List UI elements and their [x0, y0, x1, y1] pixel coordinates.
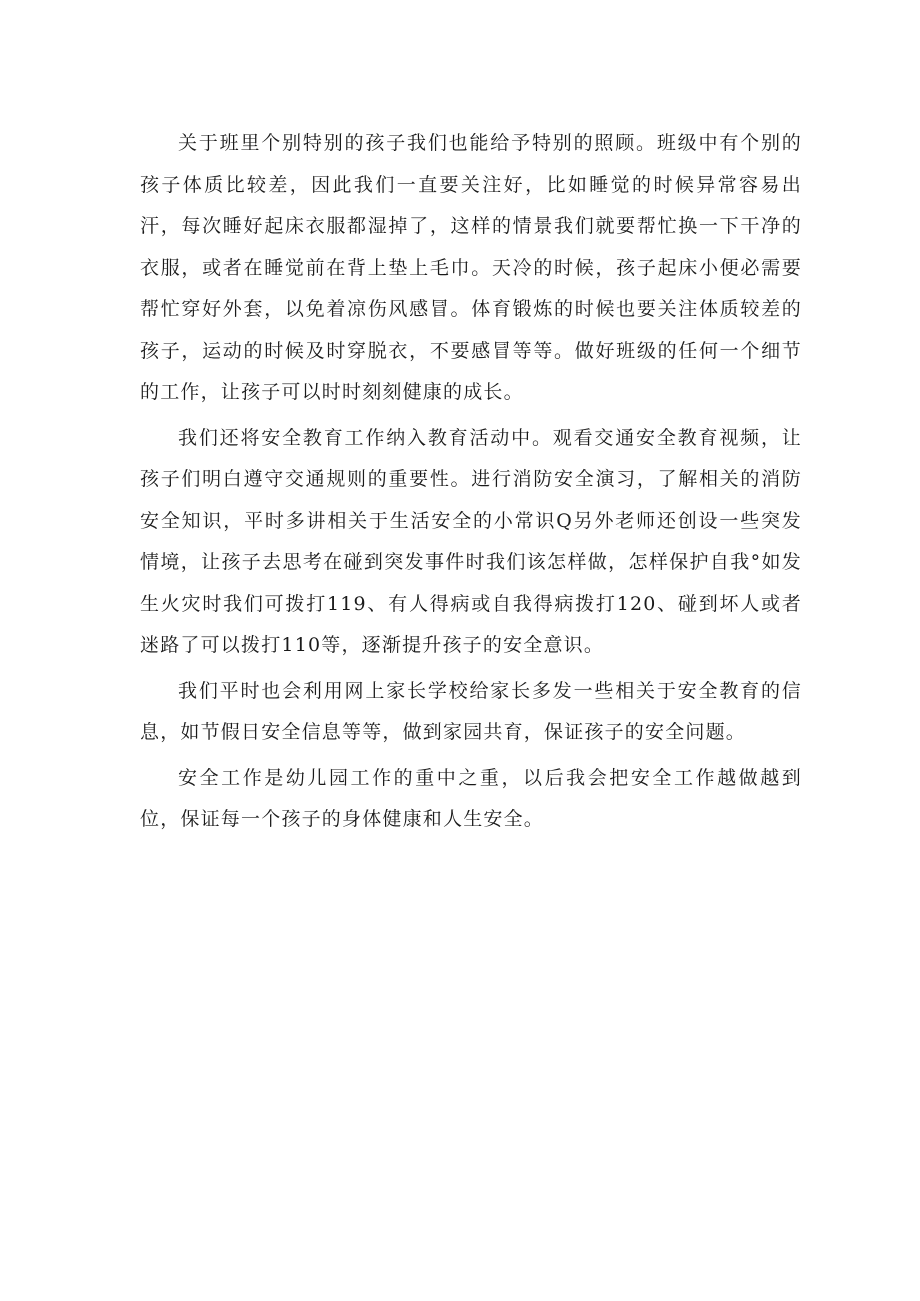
paragraph-parent-school: 我们平时也会利用网上家长学校给家长多发一些相关于安全教育的信息，如节假日安全信息等等，做到家园共育，保证孩子的安全问题。 — [140, 679, 802, 743]
paragraph-special-care: 关于班里个别特别的孩子我们也能给予特别的照顾。班级中有个别的孩子体质比较差，因此我们一直要关注好，比如睡觉的时候异常容易出汗，每次睡好起床衣服都湿掉了，这样的情景我们就要帮忙换一下干净的衣服，或者在睡觉前在背上垫上毛巾。天冷的时候，孩子起床小便必需要帮忙穿好外套，以免着凉伤风感冒。体育锻炼的时候也要关注体质较差的孩子，运动的时候及时穿脱衣，不要感冒等等。做好班级的任何一个细节的工作，让孩子可以时时刻刻健康的成长。 — [140, 132, 802, 403]
paragraph-safety-education: 我们还将安全教育工作纳入教育活动中。观看交通安全教育视频，让孩子们明白遵守交通规则的重要性。进行消防安全演习，了解相关的消防安全知识，平时多讲相关于生活安全的小常识Q另外老师还创设一些突发情境，让孩子去思考在碰到突发事件时我们该怎样做，怎样保护自我°如发生火灾时我们可拨打119、有人得病或自我得病拨打120、碰到坏人或者迷路了可以拨打110等，逐渐提升孩子的安全意识。 — [140, 426, 802, 656]
document-body — [140, 123, 802, 841]
paragraph-conclusion: 安全工作是幼儿园工作的重中之重，以后我会把安全工作越做越到位，保证每一个孩子的身体健康和人生安全。 — [140, 766, 802, 830]
